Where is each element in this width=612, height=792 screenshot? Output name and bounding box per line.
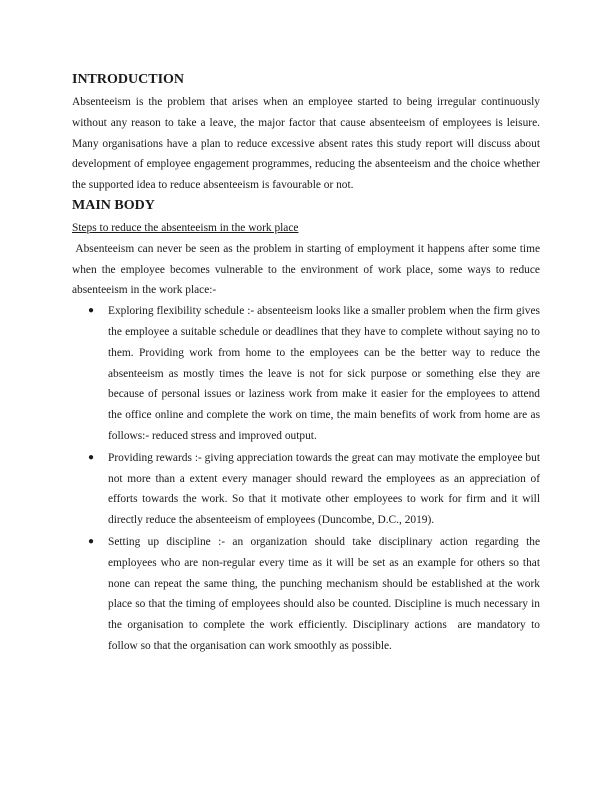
bullet-item-flexibility — [72, 301, 540, 447]
document-content — [72, 70, 540, 658]
bullet-text: Exploring flexibility schedule :- absenteeism looks like a smaller problem when the firm gives the employee a suitable schedule or deadlines that they have to complete without saying no to them. Providing work from home to the employees can be the better way to reduce the absenteeism as mostly times the leave is not for sick purpose or something else they are because of personal issues or laziness work from make it easier for the employees to attend the office online and complete the work on time, the main benefits of work from home are as follows:- reduced stress and improved output. — [108, 305, 540, 442]
steps-subheading: Steps to reduce the absenteeism in the work place — [72, 221, 299, 234]
introduction-paragraph: Absenteeism is the problem that arises when an employee started to being irregular continuously without any reason to take a leave, the major factor that cause absenteeism of employees is leisure. Many organisations have a plan to reduce excessive absent rates this study report will discuss about development of employee engagement programmes, reducing the absenteeism and the choice whether the supported idea to reduce absenteeism is favourable or not. — [72, 96, 540, 192]
steps-bullet-list — [72, 301, 540, 657]
bullet-text: Providing rewards :- giving appreciation towards the great can may motivate the employee but not more than a extent every manager should reward the employees as an appreciation of efforts towards the work. So that it motivate other employees to work for firm and it will directly reduce the absenteeism of employees (Duncombe, D.C., 2019). — [108, 451, 540, 527]
main-body-heading: MAIN BODY — [72, 197, 155, 213]
bullet-text: Setting up discipline :- an organization should take disciplinary action regarding the employees who are non-regular every time as it will be set as an example for others so that none can repeat the same thing, the punching mechanism should be established at the work place so that the timing of employees should also be counted. Discipline is much necessary in the organisation to complete the work efficiently. Disciplinary actions are mandatory to follow so that the organisation can work smoothly as possible. — [108, 535, 540, 652]
bullet-dot-icon: ● — [88, 535, 95, 547]
main-body-paragraph: Absenteeism can never be seen as the problem in starting of employment it happens after some time when the employee becomes vulnerable to the environment of work place, some ways to reduce absenteeism in the work place:- — [72, 242, 540, 297]
bullet-item-discipline — [72, 532, 540, 657]
introduction-heading: INTRODUCTION — [72, 72, 185, 87]
bullet-item-rewards — [72, 448, 540, 531]
bullet-dot-icon: ● — [88, 305, 95, 317]
bullet-dot-icon: ● — [88, 451, 95, 463]
